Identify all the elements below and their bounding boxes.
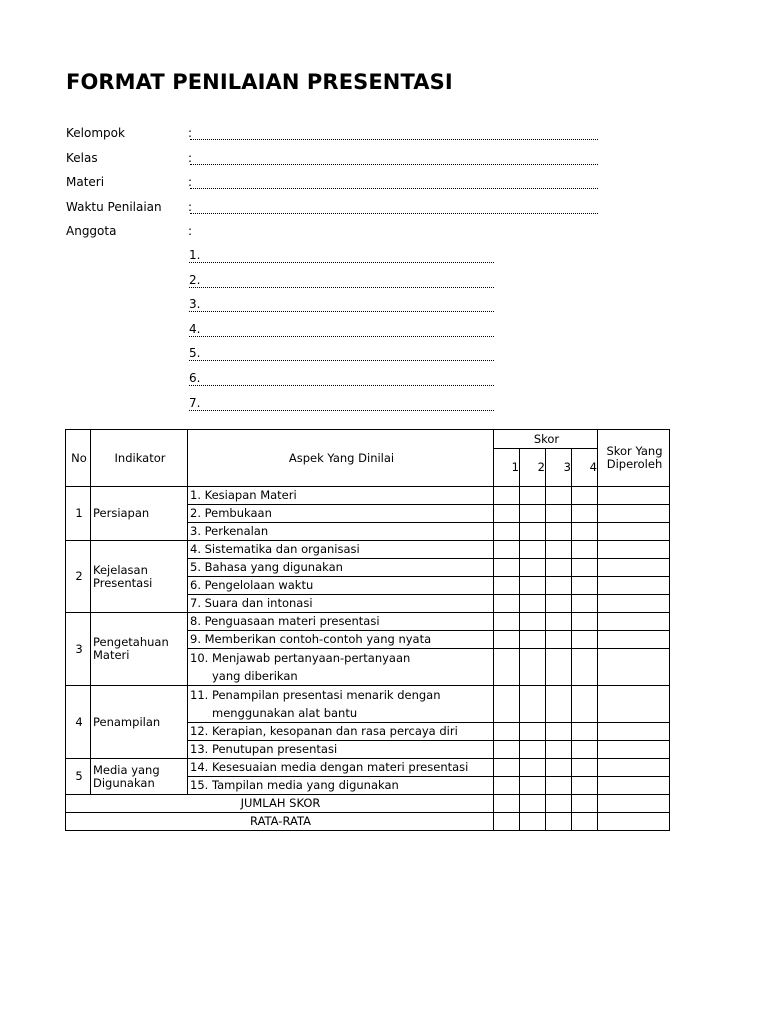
score-cell[interactable]: [546, 649, 572, 686]
score-cell[interactable]: [572, 759, 598, 777]
aspect-cell: 15. Tampilan media yang digunakan: [188, 777, 494, 795]
field-colon: :: [188, 200, 193, 214]
score-cell[interactable]: [494, 649, 520, 686]
member-fill-line[interactable]: [189, 385, 494, 386]
total-cell[interactable]: [598, 795, 670, 813]
aspect-cell: 12. Kerapian, kesopanan dan rasa percaya diri: [188, 723, 494, 741]
member-fill-line[interactable]: [189, 360, 494, 361]
aspect-cell: 5. Bahasa yang digunakan: [188, 559, 494, 577]
score-cell[interactable]: [546, 541, 572, 559]
score-cell[interactable]: [572, 487, 598, 505]
aspect-cell: 9. Memberikan contoh-contoh yang nyata: [188, 631, 494, 649]
score-cell[interactable]: [494, 559, 520, 577]
total-cell[interactable]: [598, 595, 670, 613]
score-cell[interactable]: [520, 577, 546, 595]
waktu-fill-line[interactable]: [190, 213, 598, 214]
score-cell[interactable]: [520, 741, 546, 759]
score-cell[interactable]: [494, 487, 520, 505]
indikator-line1: Media yang: [93, 762, 160, 777]
score-cell[interactable]: [494, 686, 520, 723]
score-cell[interactable]: [546, 777, 572, 795]
score-cell[interactable]: [494, 631, 520, 649]
header-diperoleh-line2: Diperoleh: [606, 457, 663, 471]
member-number: 6.: [189, 371, 201, 385]
group-no: 5: [66, 759, 91, 795]
group-indikator: [91, 759, 188, 795]
score-cell[interactable]: [572, 559, 598, 577]
score-cell[interactable]: [546, 813, 572, 831]
score-cell[interactable]: [572, 595, 598, 613]
aspect-cell: 1. Kesiapan Materi: [188, 487, 494, 505]
total-cell[interactable]: [598, 523, 670, 541]
score-cell[interactable]: [494, 777, 520, 795]
field-label: Kelompok: [66, 126, 125, 140]
group-indikator: [91, 541, 188, 613]
score-cell[interactable]: [494, 595, 520, 613]
group-no: 1: [66, 487, 91, 541]
score-cell[interactable]: [520, 505, 546, 523]
score-cell[interactable]: [520, 723, 546, 741]
member-number: 5.: [189, 346, 201, 360]
score-cell[interactable]: [494, 505, 520, 523]
score-cell[interactable]: [546, 741, 572, 759]
total-cell[interactable]: [598, 631, 670, 649]
rata-rata-label: RATA-RATA: [66, 813, 494, 831]
table-row: [66, 759, 670, 777]
total-cell[interactable]: [598, 686, 670, 723]
total-cell[interactable]: [598, 559, 670, 577]
score-cell[interactable]: [520, 777, 546, 795]
aspect-cell: [188, 649, 494, 686]
kelas-fill-line[interactable]: [190, 164, 598, 165]
aspect-cell: 8. Penguasaan materi presentasi: [188, 613, 494, 631]
score-cell[interactable]: [520, 595, 546, 613]
assessment-table: [65, 429, 670, 831]
member-fill-line[interactable]: [189, 410, 494, 411]
score-cell[interactable]: [572, 795, 598, 813]
table-row: [66, 487, 670, 505]
field-label: Kelas: [66, 151, 98, 165]
score-cell[interactable]: [520, 487, 546, 505]
aspect-cell: 6. Pengelolaan waktu: [188, 577, 494, 595]
score-cell[interactable]: [494, 723, 520, 741]
aspect-cell: 7. Suara dan intonasi: [188, 595, 494, 613]
score-cell[interactable]: [572, 613, 598, 631]
aspect-cell: 14. Kesesuaian media dengan materi presentasi: [188, 759, 494, 777]
score-cell[interactable]: [546, 559, 572, 577]
score-cell[interactable]: [572, 723, 598, 741]
member-number: 4.: [189, 322, 201, 336]
score-cell[interactable]: [520, 649, 546, 686]
field-colon: :: [188, 151, 193, 165]
aspect-cell: 13. Penutupan presentasi: [188, 741, 494, 759]
total-cell[interactable]: [598, 613, 670, 631]
indikator-line2: Digunakan: [93, 775, 155, 790]
score-cell[interactable]: [494, 741, 520, 759]
aspect-line1: 10. Menjawab pertanyaan-pertanyaan: [190, 651, 411, 665]
indikator-line2: Materi: [93, 648, 130, 662]
score-cell[interactable]: [546, 613, 572, 631]
score-cell[interactable]: [520, 686, 546, 723]
skor-col-4: 4: [572, 449, 598, 487]
total-cell[interactable]: [598, 777, 670, 795]
member-number: 2.: [189, 273, 201, 287]
score-cell[interactable]: [546, 686, 572, 723]
score-cell[interactable]: [572, 686, 598, 723]
score-cell[interactable]: [546, 795, 572, 813]
field-label: Waktu Penilaian: [66, 200, 162, 214]
score-cell[interactable]: [546, 523, 572, 541]
score-cell[interactable]: [572, 541, 598, 559]
jumlah-skor-label: JUMLAH SKOR: [66, 795, 494, 813]
header-skor: Skor: [494, 430, 598, 449]
member-number: 3.: [189, 297, 201, 311]
score-cell[interactable]: [572, 741, 598, 759]
score-cell[interactable]: [546, 723, 572, 741]
score-cell[interactable]: [572, 777, 598, 795]
score-cell[interactable]: [494, 759, 520, 777]
skor-col-3: 3: [546, 449, 572, 487]
score-cell[interactable]: [520, 541, 546, 559]
total-cell[interactable]: [598, 505, 670, 523]
total-cell[interactable]: [598, 723, 670, 741]
table-row: [66, 686, 670, 723]
score-cell[interactable]: [572, 649, 598, 686]
total-cell[interactable]: [598, 813, 670, 831]
score-cell[interactable]: [520, 759, 546, 777]
skor-col-2: 2: [520, 449, 546, 487]
score-cell[interactable]: [494, 577, 520, 595]
field-colon: :: [188, 175, 193, 189]
score-cell[interactable]: [546, 595, 572, 613]
total-cell[interactable]: [598, 759, 670, 777]
field-colon: :: [188, 224, 193, 238]
header-indikator: Indikator: [91, 430, 188, 487]
score-cell[interactable]: [520, 795, 546, 813]
indikator-line1: Kejelasan: [93, 562, 148, 577]
member-fill-line[interactable]: [189, 336, 494, 337]
score-cell[interactable]: [546, 505, 572, 523]
score-cell[interactable]: [546, 487, 572, 505]
total-cell[interactable]: [598, 741, 670, 759]
aspect-line2: yang diberikan: [212, 669, 298, 683]
aspect-line2: menggunakan alat bantu: [212, 706, 358, 720]
score-cell[interactable]: [572, 577, 598, 595]
group-no: 3: [66, 613, 91, 686]
member-number: 1.: [189, 248, 201, 262]
group-indikator: [91, 613, 188, 686]
score-cell[interactable]: [494, 523, 520, 541]
aspect-cell: [188, 686, 494, 723]
page-title: FORMAT PENILAIAN PRESENTASI: [66, 70, 453, 94]
kelompok-fill-line[interactable]: [190, 139, 598, 140]
score-cell[interactable]: [546, 759, 572, 777]
score-cell[interactable]: [572, 813, 598, 831]
group-no: 2: [66, 541, 91, 613]
score-cell[interactable]: [494, 813, 520, 831]
member-number: 7.: [189, 396, 201, 410]
score-cell[interactable]: [494, 613, 520, 631]
score-cell[interactable]: [494, 541, 520, 559]
table-row: [66, 613, 670, 631]
rata-rata-row: [66, 813, 670, 831]
aspect-cell: 2. Pembukaan: [188, 505, 494, 523]
skor-col-1: 1: [494, 449, 520, 487]
score-cell[interactable]: [520, 523, 546, 541]
header-no: No: [66, 430, 91, 487]
aspect-cell: 4. Sistematika dan organisasi: [188, 541, 494, 559]
header-aspek: Aspek Yang Dinilai: [188, 430, 494, 487]
field-colon: :: [188, 126, 193, 140]
aspect-cell: 3. Perkenalan: [188, 523, 494, 541]
score-cell[interactable]: [520, 631, 546, 649]
score-cell[interactable]: [546, 577, 572, 595]
header-diperoleh-line1: Skor Yang: [606, 444, 663, 458]
total-cell[interactable]: [598, 649, 670, 686]
total-cell[interactable]: [598, 577, 670, 595]
field-label: Anggota: [66, 224, 117, 238]
member-fill-line[interactable]: [189, 287, 494, 288]
member-fill-line[interactable]: [189, 311, 494, 312]
total-cell[interactable]: [598, 487, 670, 505]
score-cell[interactable]: [520, 559, 546, 577]
score-cell[interactable]: [494, 795, 520, 813]
indikator-line2: Presentasi: [93, 575, 153, 590]
group-no: 4: [66, 686, 91, 759]
jumlah-skor-row: [66, 795, 670, 813]
group-indikator: Persiapan: [91, 487, 188, 541]
score-cell[interactable]: [520, 813, 546, 831]
score-cell[interactable]: [572, 523, 598, 541]
group-indikator: Penampilan: [91, 686, 188, 759]
score-cell[interactable]: [572, 631, 598, 649]
score-cell[interactable]: [546, 631, 572, 649]
materi-fill-line[interactable]: [190, 188, 598, 189]
header-skor-diperoleh: [598, 430, 670, 487]
aspect-line1: 11. Penampilan presentasi menarik dengan: [190, 688, 441, 702]
indikator-line1: Pengetahuan: [93, 635, 169, 649]
table-header-row: [66, 430, 670, 449]
field-label: Materi: [66, 175, 105, 189]
total-cell[interactable]: [598, 541, 670, 559]
score-cell[interactable]: [572, 505, 598, 523]
table-row: [66, 541, 670, 559]
score-cell[interactable]: [520, 613, 546, 631]
member-fill-line[interactable]: [189, 262, 494, 263]
